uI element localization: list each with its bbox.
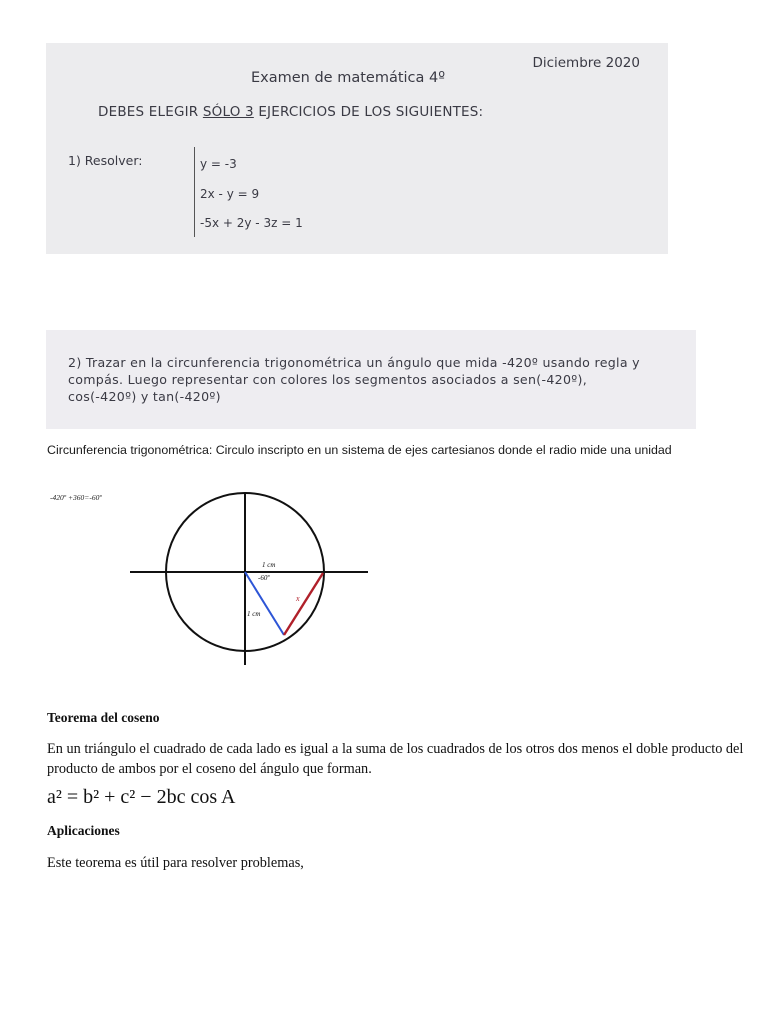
equation-1: y = -3	[200, 157, 237, 171]
instruction-post: EJERCICIOS DE LOS SIGUIENTES:	[253, 104, 484, 120]
label-side-radius: 1 cm	[247, 610, 261, 618]
circle-caption: Circunferencia trigonométrica: Circulo inscripto en un sistema de ejes cartesianos donde el radio mide una unidad	[47, 443, 672, 457]
applications-body: Este teorema es útil para resolver problemas,	[47, 855, 304, 871]
label-chord: x	[296, 594, 300, 603]
exam-date: Diciembre 2020	[532, 55, 640, 71]
exercise2-text	[68, 354, 678, 405]
theorem-body: En un triángulo el cuadrado de cada lado es igual a la suma de los cuadrados de los otros dos menos el doble producto del producto de ambos por el coseno del ángulo que forman.	[47, 741, 744, 777]
exercise2-line3: cos(-420º) y tan(-420º)	[68, 389, 221, 404]
label-top-radius: 1 cm	[262, 561, 276, 569]
theorem-title: Teorema del coseno	[47, 710, 160, 725]
exercise1-label: 1) Resolver:	[68, 153, 143, 168]
trig-circle-diagram	[46, 473, 370, 669]
instruction-underlined: SÓLO 3	[202, 104, 254, 120]
exercise2-line2: compás. Luego representar con colores los segmentos asociados a sen(-420º),	[68, 372, 588, 387]
exam-instruction	[98, 104, 483, 120]
applications-title: Aplicaciones	[47, 823, 120, 838]
instruction-pre: DEBES ELEGIR	[98, 104, 203, 120]
diagram-note: -420º +360=-60º	[50, 493, 102, 502]
equation-3: -5x + 2y - 3z = 1	[200, 216, 303, 230]
label-angle: -60º	[258, 574, 270, 582]
equation-2: 2x - y = 9	[200, 187, 260, 201]
cosine-formula: a² = b² + c² − 2bc cos A	[47, 786, 236, 808]
exercise2-line1: 2) Trazar en la circunferencia trigonométrica un ángulo que mida -420º usando regla y	[68, 355, 640, 370]
exam-scan-header	[46, 43, 668, 254]
exam-scan-exercise2	[46, 330, 696, 429]
exam-title: Examen de matemática 4º	[251, 70, 446, 86]
